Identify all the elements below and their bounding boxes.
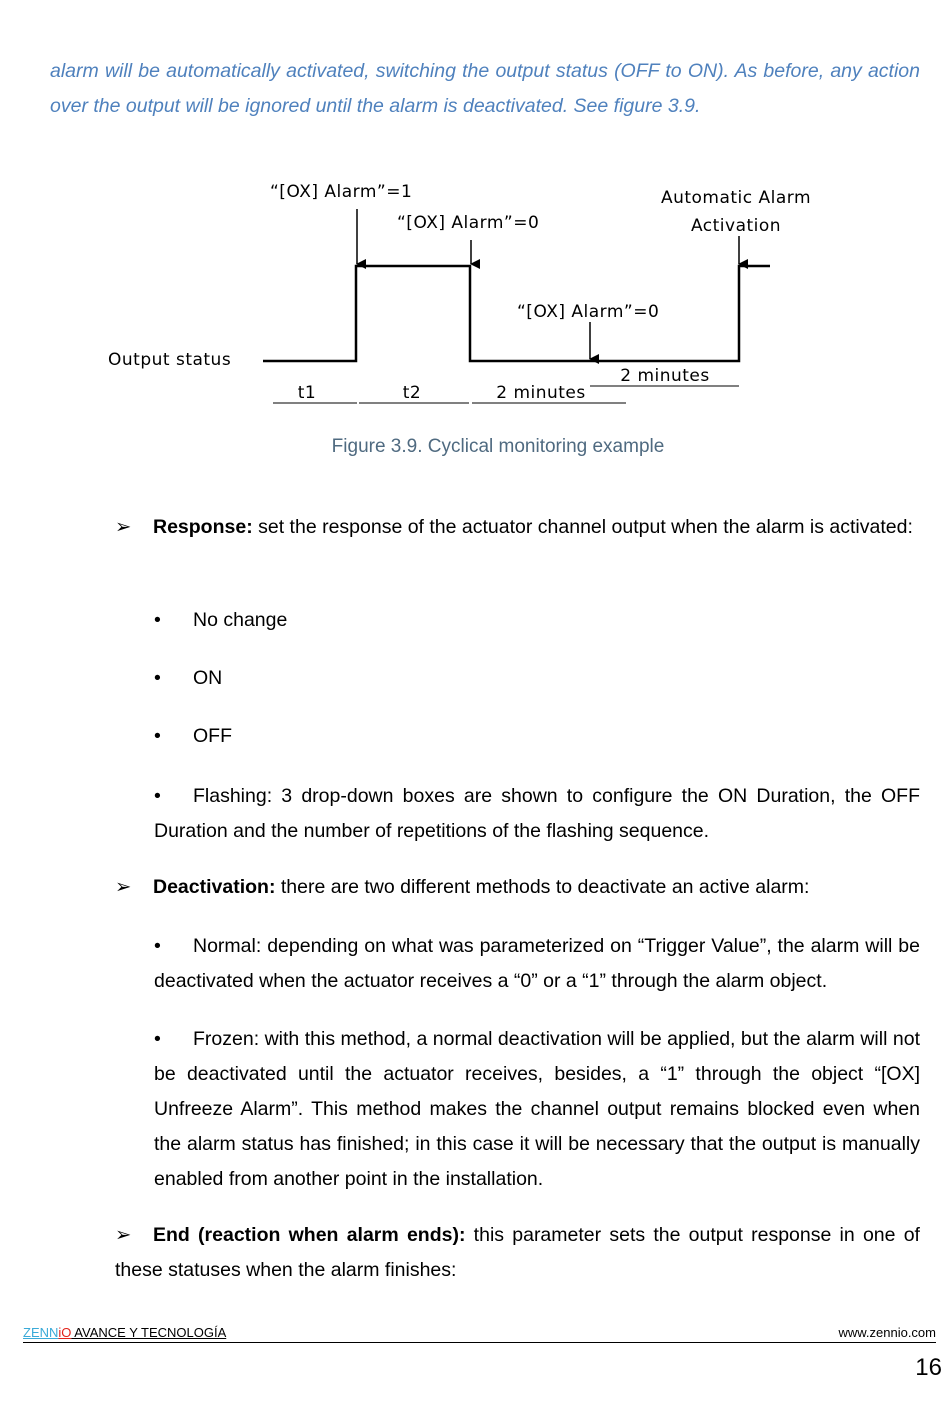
label-alarm0-b: “[OX] Alarm”=0 <box>517 302 660 322</box>
list-item-off: • OFF <box>154 719 920 754</box>
footer-url: www.zennio.com <box>838 1325 936 1340</box>
footer-brand: ZENNiO AVANCE Y TECNOLOGÍA <box>23 1325 227 1340</box>
end-text: this parameter sets the output response in one of these statuses when the alarm finishes: <box>115 1224 920 1281</box>
bullet-dot-icon: • <box>154 609 161 631</box>
list-item-frozen: • Frozen: with this method, a normal deactivation will be applied, but the alarm will not be deactivated until the actuator receives, besides, a “1” through the object “[OX] Unfreeze Alarm”. This method makes the channel output remains blocked even when the alarm status has finished; in this case it will be necessary that the output is manually enabled from another point in the installation. <box>154 1022 920 1197</box>
label-alarm0-a: “[OX] Alarm”=0 <box>397 213 540 233</box>
label-auto-2: Activation <box>690 216 782 236</box>
deactivation-paragraph <box>115 870 920 905</box>
bullet-dot-icon: • <box>154 1028 161 1050</box>
figure-caption: Figure 3.9. Cyclical monitoring example <box>331 436 665 457</box>
end-title: End (reaction when alarm ends): <box>153 1224 466 1246</box>
end-paragraph <box>115 1218 920 1288</box>
label-t2: t2 <box>402 383 422 403</box>
response-paragraph <box>115 510 920 545</box>
label-2min-b: 2 minutes <box>620 366 710 386</box>
page-footer <box>23 1325 936 1343</box>
response-text: set the response of the actuator channel output when the alarm is activated: <box>252 516 913 538</box>
bullet-dot-icon: • <box>154 935 161 957</box>
arrow-bullet-icon: ➢ <box>115 1224 132 1246</box>
arrow-bullet-icon: ➢ <box>115 876 132 898</box>
bullet-dot-icon: • <box>154 667 161 689</box>
label-auto-1: Automatic Alarm <box>660 188 812 208</box>
timing-diagram <box>0 170 950 420</box>
bullet-dot-icon: • <box>154 725 161 747</box>
deactivation-title: Deactivation: <box>153 876 276 898</box>
bullet-dot-icon: • <box>154 785 161 807</box>
page-number: 16 <box>915 1354 942 1381</box>
label-2min-a: 2 minutes <box>496 383 586 403</box>
arrow-bullet-icon: ➢ <box>115 516 132 538</box>
list-item-flashing: • Flashing: 3 drop-down boxes are shown to configure the ON Duration, the OFF Duration and the number of repetitions of the flashing sequence. <box>154 779 920 849</box>
list-item-no-change: • No change <box>154 603 920 638</box>
list-item-on: • ON <box>154 661 920 696</box>
list-item-normal: • Normal: depending on what was parameterized on “Trigger Value”, the alarm will be deactivated when the actuator receives a “0” or a “1” through the alarm object. <box>154 929 920 999</box>
intro-paragraph: alarm will be automatically activated, switching the output status (OFF to ON). As before, any action over the output will be ignored until the alarm is deactivated. See figure 3.9. <box>50 60 920 117</box>
response-title: Response: <box>153 516 253 538</box>
label-alarm1: “[OX] Alarm”=1 <box>270 182 413 202</box>
label-output-status: Output status <box>108 350 232 370</box>
label-t1: t1 <box>297 383 317 403</box>
deactivation-text: there are two different methods to deactivate an active alarm: <box>275 876 810 898</box>
